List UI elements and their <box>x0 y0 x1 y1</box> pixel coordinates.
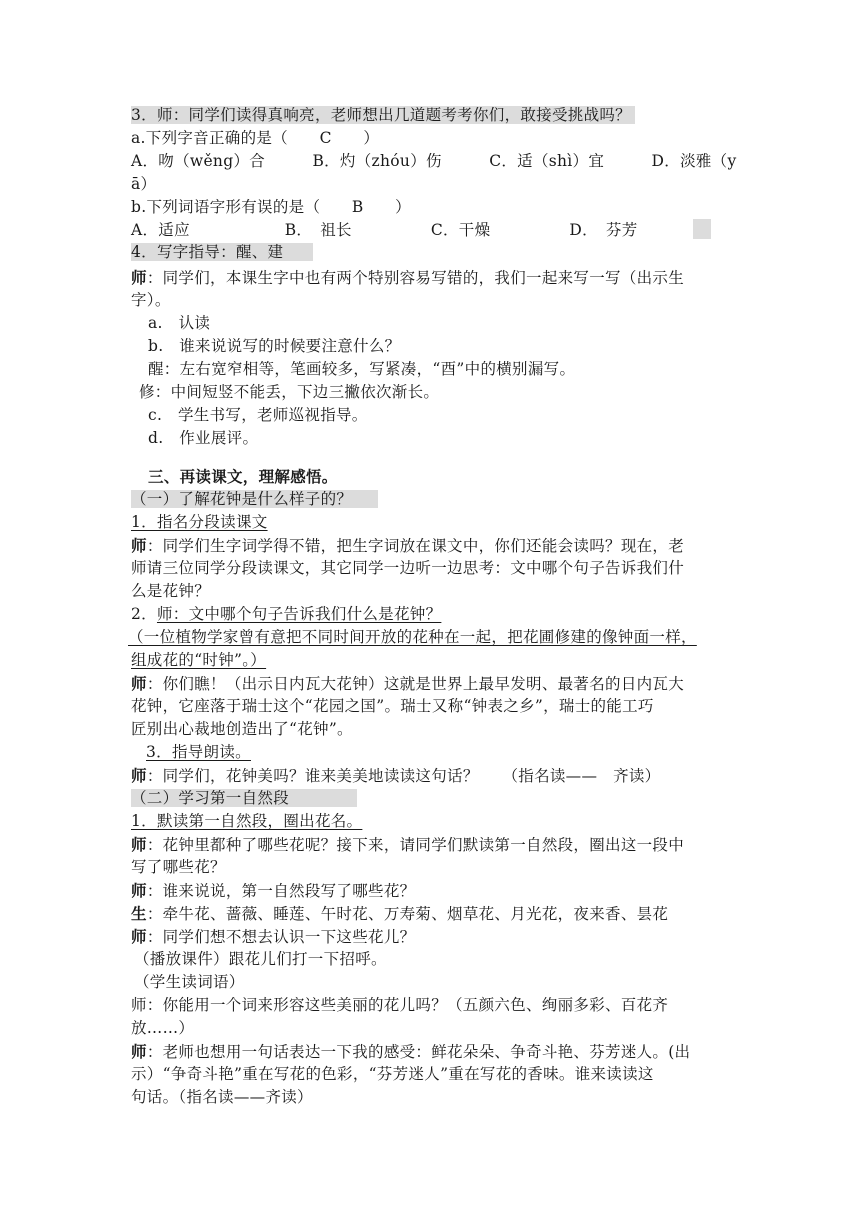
t1-line1: 师：同学们生字词学得不错，把生字词放在课文中，你们还能会读吗？现在，老 <box>131 536 685 555</box>
t11-line2: 示）“争奇斗艳”重在写花的色彩，“芬芳迷人”重在写花的香味。谁来读读这 <box>131 1065 654 1083</box>
t8-line: （播放课件）跟花儿们打一下招呼。 <box>134 950 387 968</box>
speaker-label: 师 <box>131 674 147 693</box>
list-item: b. 谁来说说写的时候要注意什么？ <box>148 337 401 355</box>
step-2: 2．师：文中哪个句子告诉我们什么是花钟？ <box>131 605 442 623</box>
t10-line2: 放……） <box>131 1019 195 1037</box>
t2-line3: 匠别出心裁地创造出了“花钟”。 <box>131 720 353 738</box>
step-1: 1．指名分段读课文 <box>131 513 268 531</box>
list-item: a. 认读 <box>148 314 211 332</box>
answer-line1: （一位植物学家曾有意把不同时间开放的花种在一起，把花圃修建的像钟面一样， <box>128 628 697 646</box>
t2-line1: 师：你们瞧！（出示日内瓦大花钟）这就是世界上最早发明、最著名的日内瓦大 <box>131 674 685 693</box>
t1-line3: 么是花钟？ <box>131 582 211 600</box>
question-b-options: A．适应 B． 祖长 C．干燥 D． 芬芳 <box>131 221 638 239</box>
question-4-title: 4．写字指导：醒、建 <box>131 241 313 264</box>
t11-line1: 师：老师也想用一句话表达一下我的感受：鲜花朵朵、争奇斗艳、芬芳迷人。(出 <box>131 1042 691 1061</box>
speaker-label: 生 <box>131 904 147 923</box>
subsection-1-title: （一）了解花钟是什么样子的？ <box>131 488 378 511</box>
t5-line: 师：谁来说说，第一自然段写了哪些花？ <box>131 881 416 900</box>
speaker-label: 师 <box>131 268 147 287</box>
list-item: 醒：左右宽窄相等，笔画较多，写紧凑，“酉”中的横别漏写。 <box>148 360 576 378</box>
question-a-options: A．吻（wěng）合 B．灼（zhóu）伤 C．适（shì）宜 D．淡雅（y <box>131 152 737 170</box>
q4-paragraph-line2: 字）。 <box>131 291 171 309</box>
speaker-label: 师 <box>131 881 147 900</box>
speaker-label: 师 <box>131 536 147 555</box>
t4-line1: 师：花钟里都种了哪些花呢？接下来，请同学们默读第一自然段，圈出这一段中 <box>131 835 685 854</box>
q4-paragraph-line1: 师：同学们，本课生字中也有两个特别容易写错的，我们一起来写一写（出示生 <box>131 268 685 287</box>
speaker-label: 师 <box>131 1042 147 1061</box>
answer-line2: 组成花的“时钟”。） <box>131 651 267 669</box>
section-heading: 三、再读课文，理解感悟。 <box>148 467 338 486</box>
t7-line: 师：同学们想不想去认识一下这些花儿？ <box>131 927 416 946</box>
question-3-title: 3．师：同学们读得真响亮，老师想出几道题考考你们，敢接受挑战吗？ <box>131 104 635 127</box>
t4-line2: 写了哪些花？ <box>131 858 226 876</box>
speaker-label: 师 <box>131 766 147 785</box>
t11-line3: 句话。（指名读——齐读） <box>131 1088 313 1106</box>
question-a-options-cont: ā） <box>131 175 157 193</box>
t10-line1: 师：你能用一个词来形容这些美丽的花儿吗？（五颜六色、绚丽多彩、百花齐 <box>131 996 669 1014</box>
t1-line2: 师请三位同学分段读课文，其它同学一边听一边思考：文中哪个句子告诉我们什 <box>131 559 685 577</box>
question-a-stem: a.下列字音正确的是（ C ） <box>131 129 380 147</box>
t9-line: （学生读词语） <box>134 973 245 991</box>
speaker-label: 师 <box>131 835 147 854</box>
list-item: c. 学生书写，老师巡视指导。 <box>148 406 368 424</box>
t2-line2: 花钟，它座落于瑞士这个“花园之国”。瑞士又称“钟表之乡”，瑞士的能工巧 <box>131 697 654 715</box>
t3-line: 师：同学们，花钟美吗？谁来美美地读读这句话？ （指名读—— 齐读） <box>131 766 661 785</box>
highlight-mark <box>693 219 711 239</box>
list-item: 修：中间短竖不能丢，下边三撇依次渐长。 <box>139 383 440 401</box>
step-3: 3．指导朗读。 <box>146 743 251 761</box>
speaker-label: 师 <box>131 927 147 946</box>
list-item: d. 作业展评。 <box>148 429 259 447</box>
t6-line: 生：牵牛花、蔷薇、睡莲、午时花、万寿菊、烟草花、月光花，夜来香、昙花 <box>131 904 669 923</box>
step-4: 1．默读第一自然段，圈出花名。 <box>131 812 363 830</box>
subsection-2-title: （二）学习第一自然段 <box>131 787 357 810</box>
question-b-stem: b.下列词语字形有误的是（ B ） <box>131 198 411 216</box>
